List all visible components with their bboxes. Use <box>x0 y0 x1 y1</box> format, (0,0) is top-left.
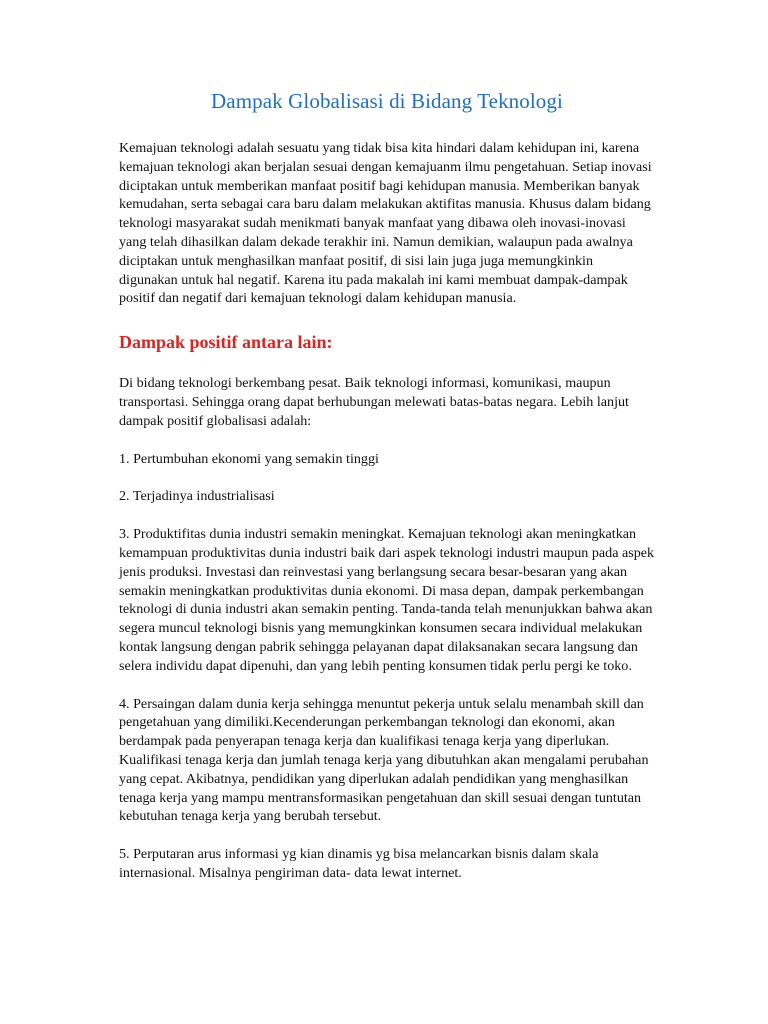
positive-intro-paragraph: Di bidang teknologi berkembang pesat. Baik teknologi informasi, komunikasi, maupun transportasi. Sehingga orang dapat berhubungan melewati batas-batas negara. Lebih lanjut dampak positif globalisasi adalah: <box>119 375 629 429</box>
positive-heading: Dampak positif antara lain: <box>119 332 333 353</box>
list-item-2: 2. Terjadinya industrialisasi <box>119 488 275 505</box>
list-item-1: 1. Pertumbuhan ekonomi yang semakin tinggi <box>119 450 379 467</box>
document-content <box>119 86 655 902</box>
list-item-4: 4. Persaingan dalam dunia kerja sehingga menuntut pekerja untuk selalu menambah skill dan pengetahuan yang dimiliki.Kecenderungan perkembangan teknologi dan ekonomi, akan berdampak pada penyerapan tenaga kerja dan kualifikasi tenaga kerja yang diperlukan. Kualifikasi tenaga kerja dan jumlah tenaga kerja yang dibutuhkan akan mengalami perubahan yang cepat. Akibatnya, pendidikan yang diperlukan adalah pendidikan yang menghasilkan tenaga kerja yang mampu mentransformasikan pengetahuan dan skill sesuai dengan tuntutan kebutuhan tenaga kerja yang berubah tersebut. <box>119 695 649 825</box>
intro-paragraph: Kemajuan teknologi adalah sesuatu yang tidak bisa kita hindari dalam kehidupan ini, karena kemajuan teknologi akan berjalan sesuai dengan kemajuanm ilmu pengetahuan. Setiap inovasi diciptakan untuk memberikan manfaat positif bagi kehidupan manusia. Memberikan banyak kemudahan, serta sebagai cara baru dalam melakukan aktifitas manusia. Khusus dalam bidang teknologi masyarakat sudah menikmati banyak manfaat yang dibawa oleh inovasi-inovasi yang telah dihasilkan dalam dekade terakhir ini. Namun demikian, walaupun pada awalnya diciptakan untuk menghasilkan manfaat positif, di sisi lain juga juga memungkinkin digunakan untuk hal negatif. Karena itu pada makalah ini kami membuat dampak-dampak positif dan negatif dari kemajuan teknologi dalam kehidupan manusia. <box>119 140 652 307</box>
list-item-5: 5. Perputaran arus informasi yg kian dinamis yg bisa melancarkan bisnis dalam skala internasional. Misalnya pengiriman data- data lewat internet. <box>119 846 599 881</box>
page-title: Dampak Globalisasi di Bidang Teknologi <box>211 89 563 113</box>
list-item-3: 3. Produktifitas dunia industri semakin meningkat. Kemajuan teknologi akan meningkatkan kemampuan produktivitas dunia industri baik dari aspek teknologi industri maupun pada aspek jenis produksi. Investasi dan reinvestasi yang berlangsung secara besar-besaran yang akan semakin meningkatkan produktivitas dunia ekonomi. Di masa depan, dampak perkembangan teknologi di dunia industri akan semakin penting. Tanda-tanda telah menunjukkan bahwa akan segera muncul teknologi bisnis yang memungkinkan konsumen secara individual melakukan kontak langsung dengan pabrik sehingga pelayanan dapat dilaksanakan secara langsung dan selera individu dapat dipenuhi, dan yang lebih penting konsumen tidak perlu pergi ke toko. <box>119 526 655 674</box>
